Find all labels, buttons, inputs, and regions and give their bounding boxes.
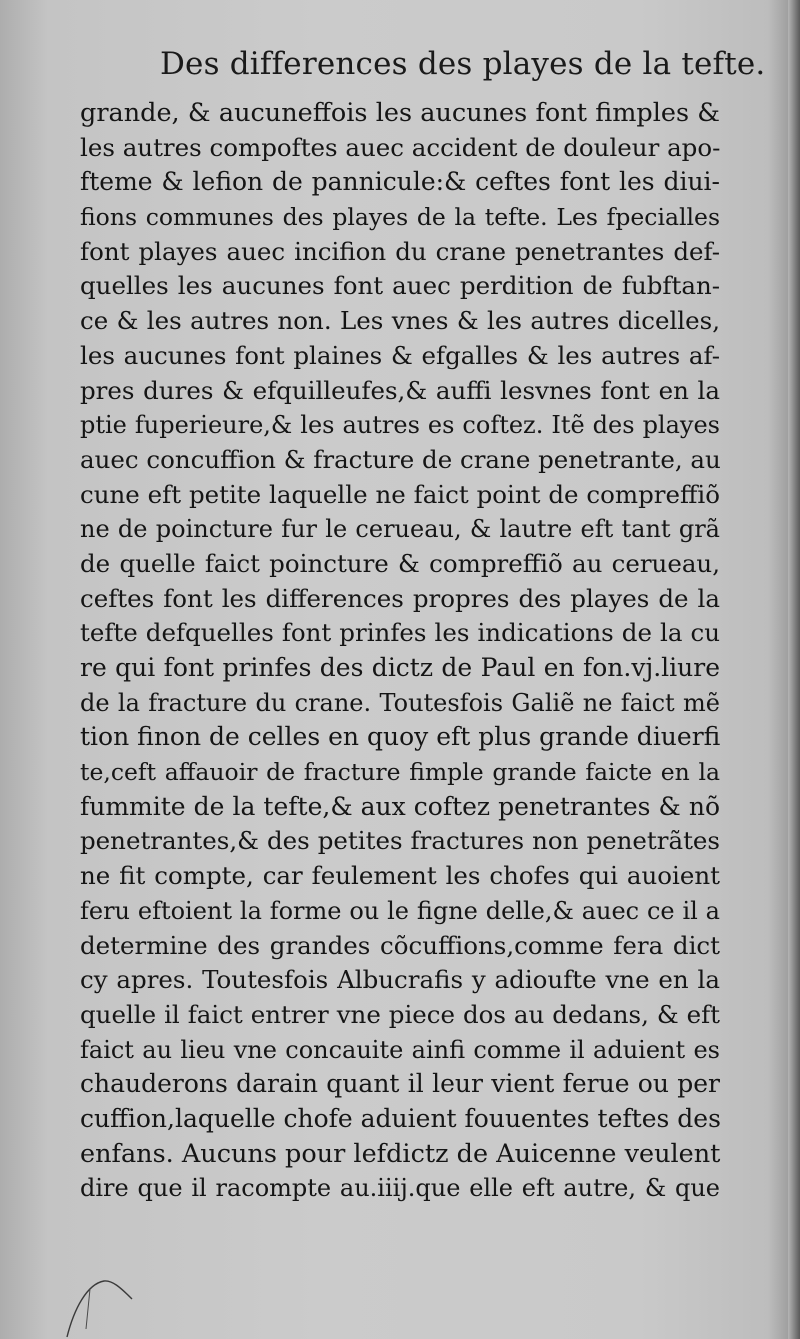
text-line: cune eft petite laquelle ne faict point de compreffiõ	[80, 479, 720, 509]
text-line: fions communes des playes de la tefte. Les fpecialles	[80, 203, 720, 232]
text-line: penetrantes,& des petites fractures non penetrãtes	[80, 826, 720, 856]
body-text	[80, 96, 720, 1206]
text-line: fteme & lefion de pannicule:& ceftes font les diui-	[80, 167, 720, 197]
text-line: ce & les autres non. Les vnes & les autres dicelles,	[80, 306, 720, 336]
page-edge-shadow	[788, 0, 800, 1339]
text-line: ne de poincture fur le cerueau, & lautre eft tant grã	[80, 515, 720, 544]
text-line: dire que il racompte au.iiij.que elle eft autre, & que	[80, 1174, 720, 1203]
text-line: determine des grandes cõcuffions,comme fera dict	[80, 930, 720, 960]
text-line: ptie fuperieure,& les autres es coftez. Itẽ des playes	[80, 411, 720, 440]
text-line: de la fracture du crane. Toutesfois Galiẽ ne faict mẽ	[80, 688, 720, 717]
text-line: re qui font prinfes des dictz de Paul en fon.vj.liure	[80, 653, 720, 682]
text-line: les aucunes font plaines & efgalles & les autres af-	[80, 340, 720, 370]
text-line: ne fit compte, car feulement les chofes qui auoient	[80, 861, 720, 891]
text-line: feru eftoient la forme ou le figne delle,& auec ce il a	[80, 896, 720, 925]
text-line: font playes auec incifion du crane penetrantes def-	[80, 236, 720, 266]
text-line: quelles les aucunes font auec perdition de fubftan-	[80, 271, 720, 301]
text-line: auec concuffion & fracture de crane penetrante, au	[80, 444, 721, 474]
text-line: pres dures & efquilleufes,& auffi lesvnes font en la	[80, 375, 720, 405]
text-line: les autres compoftes auec accident de douleur apo-	[80, 132, 721, 162]
text-line: quelle il faict entrer vne piece dos au dedans, & eft	[80, 999, 720, 1029]
corner-pen-mark-icon	[62, 1259, 152, 1339]
running-header: Des differences des playes de la tefte.	[160, 46, 766, 82]
text-line: ceftes font les differences propres des playes de la	[80, 583, 720, 613]
text-line: tefte defquelles font prinfes les indications de la cu	[80, 618, 720, 648]
text-line: de quelle faict poincture & compreffiõ au cerueau,	[80, 548, 720, 578]
text-line: grande, & aucuneffois les aucunes font fimples &	[80, 98, 720, 128]
text-line: te,ceft affauoir de fracture fimple grande faicte en la	[80, 758, 720, 787]
text-line: cy apres. Toutesfois Albucrafis y adioufte vne en la	[80, 965, 720, 995]
text-line: faict au lieu vne concauite ainfi comme il aduient es	[80, 1035, 720, 1064]
text-line: chauderons darain quant il leur vient ferue ou per	[80, 1069, 720, 1099]
text-line: tion finon de celles en quoy eft plus grande diuerfi	[80, 722, 721, 752]
text-line: cuffion,laquelle chofe aduient fouuentes teftes des	[80, 1103, 721, 1133]
text-line: enfans. Aucuns pour lefdictz de Auicenne veulent	[80, 1138, 721, 1169]
text-line: fummite de la tefte,& aux coftez penetrantes & nõ	[80, 791, 720, 821]
